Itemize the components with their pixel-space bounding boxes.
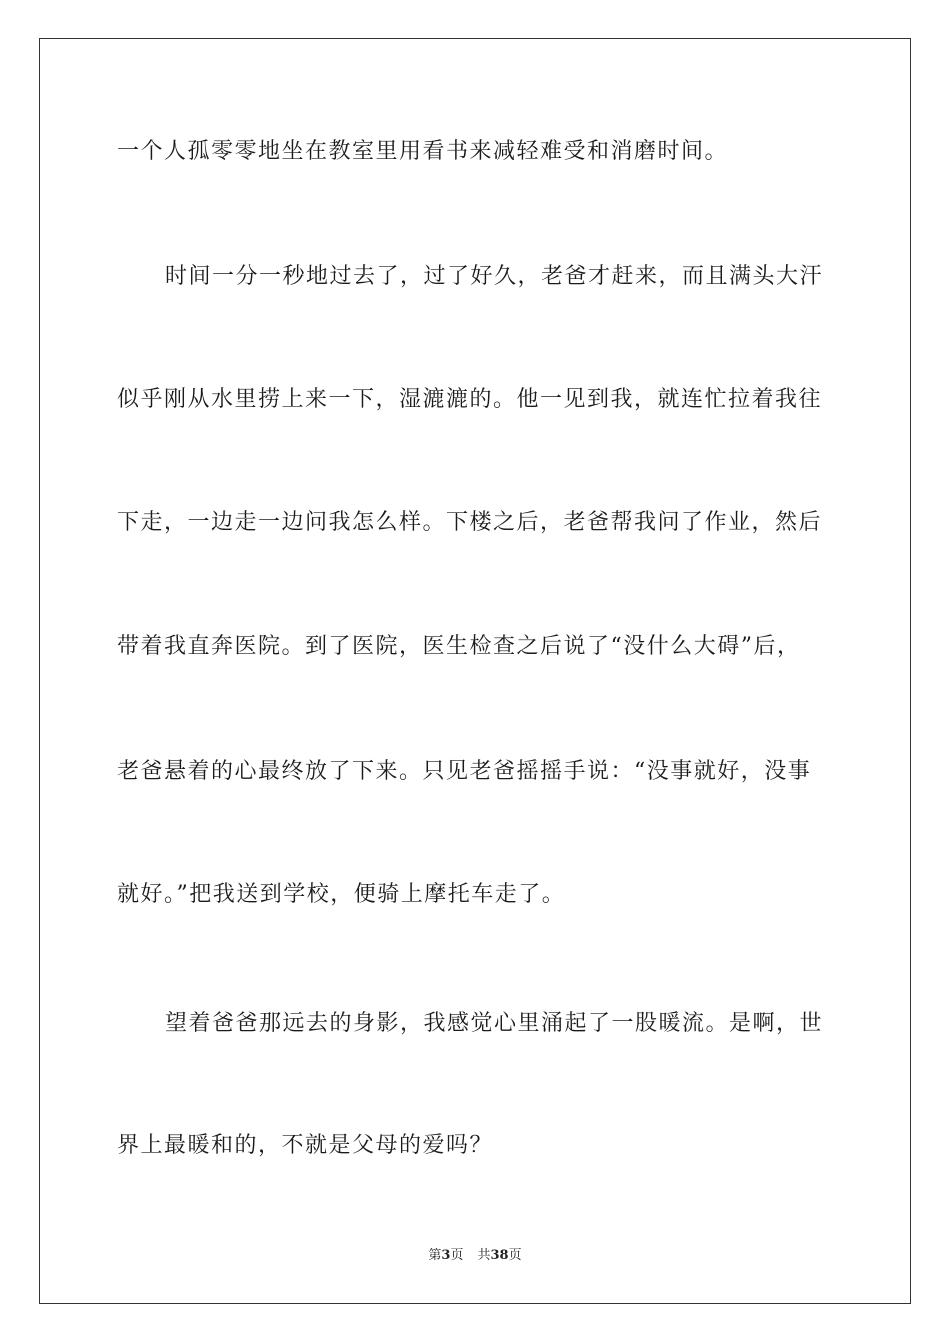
text-line-6: 老爸悬着的心最终放了下来。只见老爸摇摇手说：“没事就好，没事 [117, 759, 812, 784]
text-line-5: 带着我直奔医院。到了医院，医生检查之后说了“没什么大碍”后， [117, 634, 801, 659]
footer-page-prefix: 第 [428, 1248, 442, 1263]
text-line-2: 时间一分一秒地过去了，过了好久，老爸才赶来，而且满头大汗 [165, 264, 824, 289]
text-line-3: 似乎刚从水里捞上来一下，湿漉漉的。他一见到我，就连忙拉着我往 [117, 387, 823, 412]
footer-total-suffix: 页 [508, 1248, 522, 1263]
text-line-9: 界上最暖和的，不就是父母的爱吗？ [117, 1133, 494, 1158]
page-border [39, 38, 911, 1304]
footer-total-prefix: 共 [477, 1248, 491, 1263]
text-line-4: 下走，一边走一边问我怎么样。下楼之后，老爸帮我问了作业，然后 [117, 510, 823, 535]
footer-page-number: 3 [441, 1248, 451, 1263]
footer-page-suffix: 页 [450, 1248, 464, 1263]
page-footer [0, 1247, 950, 1265]
footer-total-pages: 38 [490, 1248, 509, 1263]
text-line-7: 就好。”把我送到学校，便骑上摩托车走了。 [117, 882, 566, 907]
text-line-1: 一个人孤零零地坐在教室里用看书来减轻难受和消磨时间。 [117, 139, 729, 164]
text-line-8: 望着爸爸那远去的身影，我感觉心里涌起了一股暖流。是啊，世 [165, 1011, 824, 1036]
